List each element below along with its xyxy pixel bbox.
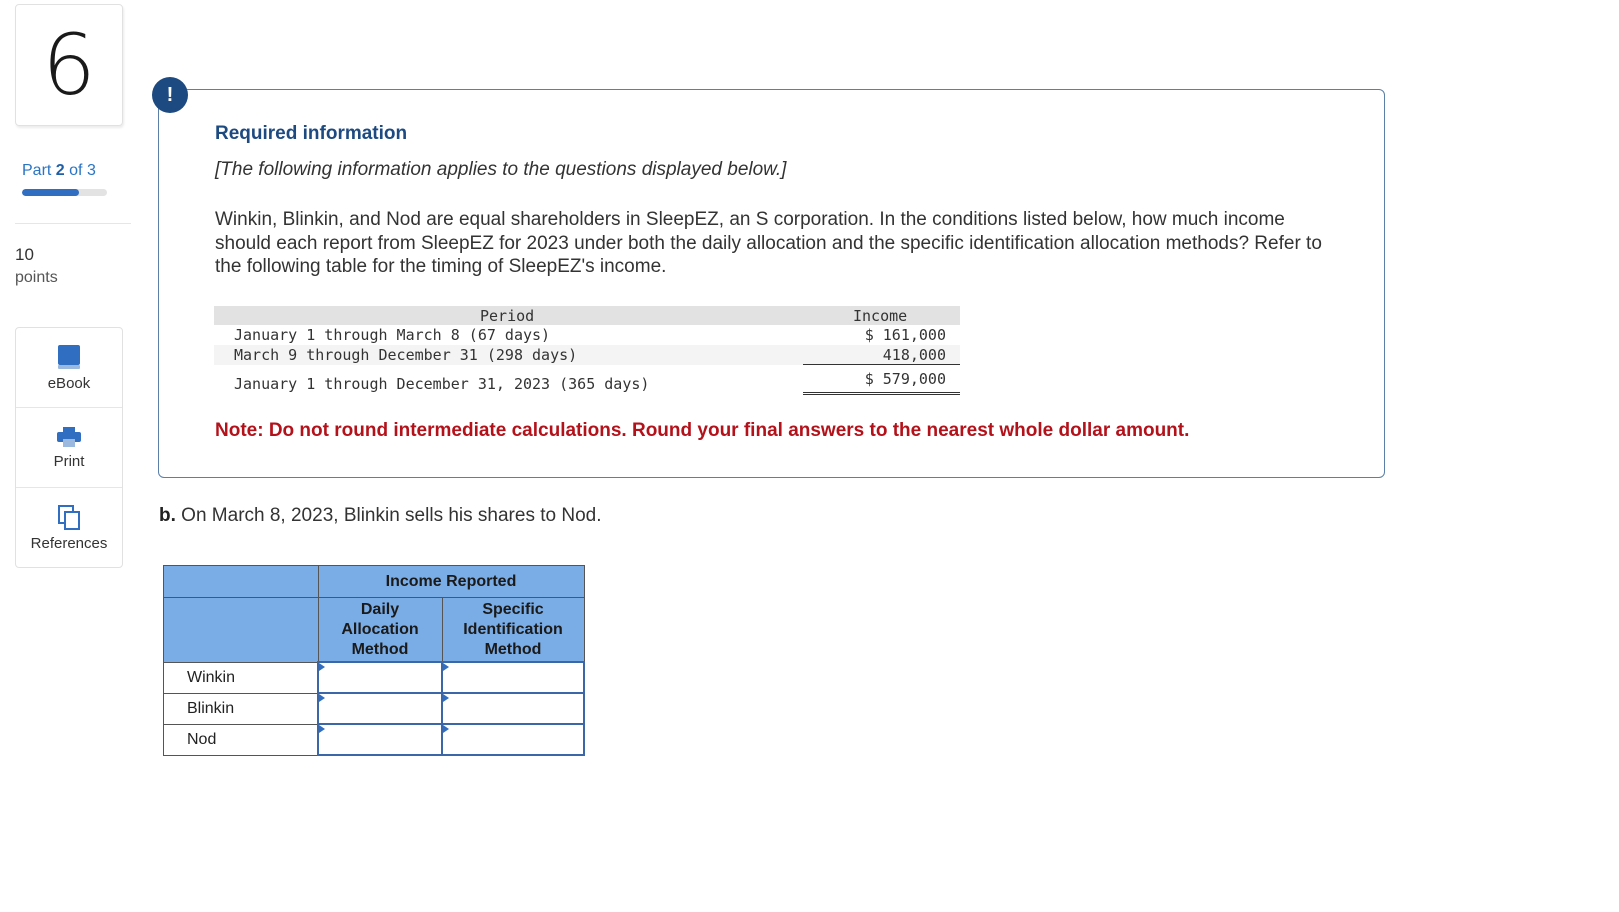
book-icon [57, 344, 81, 370]
table-row [164, 724, 585, 755]
rounding-note: Note: Do not round intermediate calculations. Round your final answers to the nearest whole dollar amount. [215, 420, 1190, 441]
problem-description: Winkin, Blinkin, and Nod are equal shareholders in SleepEZ, an S corporation. In the conditions listed below, how much income should each report from SleepEZ for 2023 under both the daily allocation and the specific identification allocation methods? Refer to the following table for the timing of SleepEZ's income. [215, 209, 1322, 277]
answer-table [163, 565, 585, 756]
header-line: Method [484, 640, 542, 658]
total-period: January 1 through December 31, 2023 (365 days) [234, 375, 650, 393]
winkin-daily-cell[interactable] [318, 662, 442, 693]
header-period: Period [480, 307, 535, 325]
nod-daily-cell[interactable] [318, 724, 442, 755]
header-line: Identification [463, 620, 563, 638]
part-label: Part [22, 162, 52, 179]
row-period: January 1 through March 8 (67 days) [234, 326, 551, 344]
header-line: Method [351, 640, 409, 658]
corner-cell [164, 566, 319, 598]
total-income: $ 579,000 [864, 370, 946, 388]
row-period: March 9 through December 31 (298 days) [234, 346, 578, 364]
shareholder-name: Winkin [164, 662, 319, 693]
row-income: 418,000 [882, 346, 946, 364]
double-underline-bottom [803, 394, 960, 395]
references-button[interactable] [16, 488, 122, 567]
daily-allocation-header [318, 598, 442, 663]
references-label: References [30, 534, 108, 552]
required-info-subtitle: [The following information applies to the questions displayed below.] [215, 159, 787, 180]
copy-icon [57, 504, 81, 530]
total-row [214, 369, 960, 393]
rail-divider [15, 223, 131, 224]
shareholder-name: Blinkin [164, 693, 319, 724]
question-number: 6 [15, 4, 123, 126]
points-label: points [15, 269, 58, 286]
table-row [164, 693, 585, 724]
winkin-daily-input[interactable] [319, 664, 441, 692]
header-income: Income [853, 307, 908, 325]
table-row [214, 325, 960, 345]
winkin-specific-input[interactable] [443, 664, 583, 692]
blinkin-specific-cell[interactable] [442, 693, 584, 724]
required-info-title: Required information [215, 123, 408, 144]
blinkin-daily-cell[interactable] [318, 693, 442, 724]
part-of: of 3 [69, 162, 96, 179]
ebook-button[interactable] [16, 328, 122, 408]
nod-specific-input[interactable] [443, 726, 583, 754]
part-b-text: On March 8, 2023, Blinkin sells his shares to Nod. [181, 505, 602, 526]
income-reported-header: Income Reported [318, 566, 584, 598]
part-current: 2 [55, 162, 65, 179]
part-progress-bar [22, 189, 107, 196]
table-row [164, 662, 585, 693]
table-row [214, 345, 960, 365]
header-line: Specific [482, 600, 544, 618]
double-underline-top [803, 392, 960, 393]
points-value: 10 [15, 245, 34, 264]
tools-panel [15, 327, 123, 568]
nod-daily-input[interactable] [319, 726, 441, 754]
print-label: Print [53, 452, 85, 470]
shareholder-name: Nod [164, 724, 319, 755]
income-table-header [214, 306, 960, 325]
winkin-specific-cell[interactable] [442, 662, 584, 693]
part-indicator [22, 162, 96, 180]
specific-identification-header [442, 598, 584, 663]
blinkin-daily-input[interactable] [319, 695, 441, 723]
header-line: Daily [360, 600, 400, 618]
alert-icon: ! [152, 77, 188, 113]
nod-specific-cell[interactable] [442, 724, 584, 755]
part-progress-fill [22, 189, 79, 196]
print-button[interactable] [16, 408, 122, 488]
row-income: $ 161,000 [864, 326, 946, 344]
printer-icon [56, 426, 82, 448]
part-b-label: b. [159, 505, 176, 526]
subtotal-line [803, 364, 960, 365]
ebook-label: eBook [47, 374, 91, 392]
part-b-question [159, 505, 601, 527]
corner-cell-lower [164, 598, 319, 663]
header-line: Allocation [341, 620, 419, 638]
blinkin-specific-input[interactable] [443, 695, 583, 723]
